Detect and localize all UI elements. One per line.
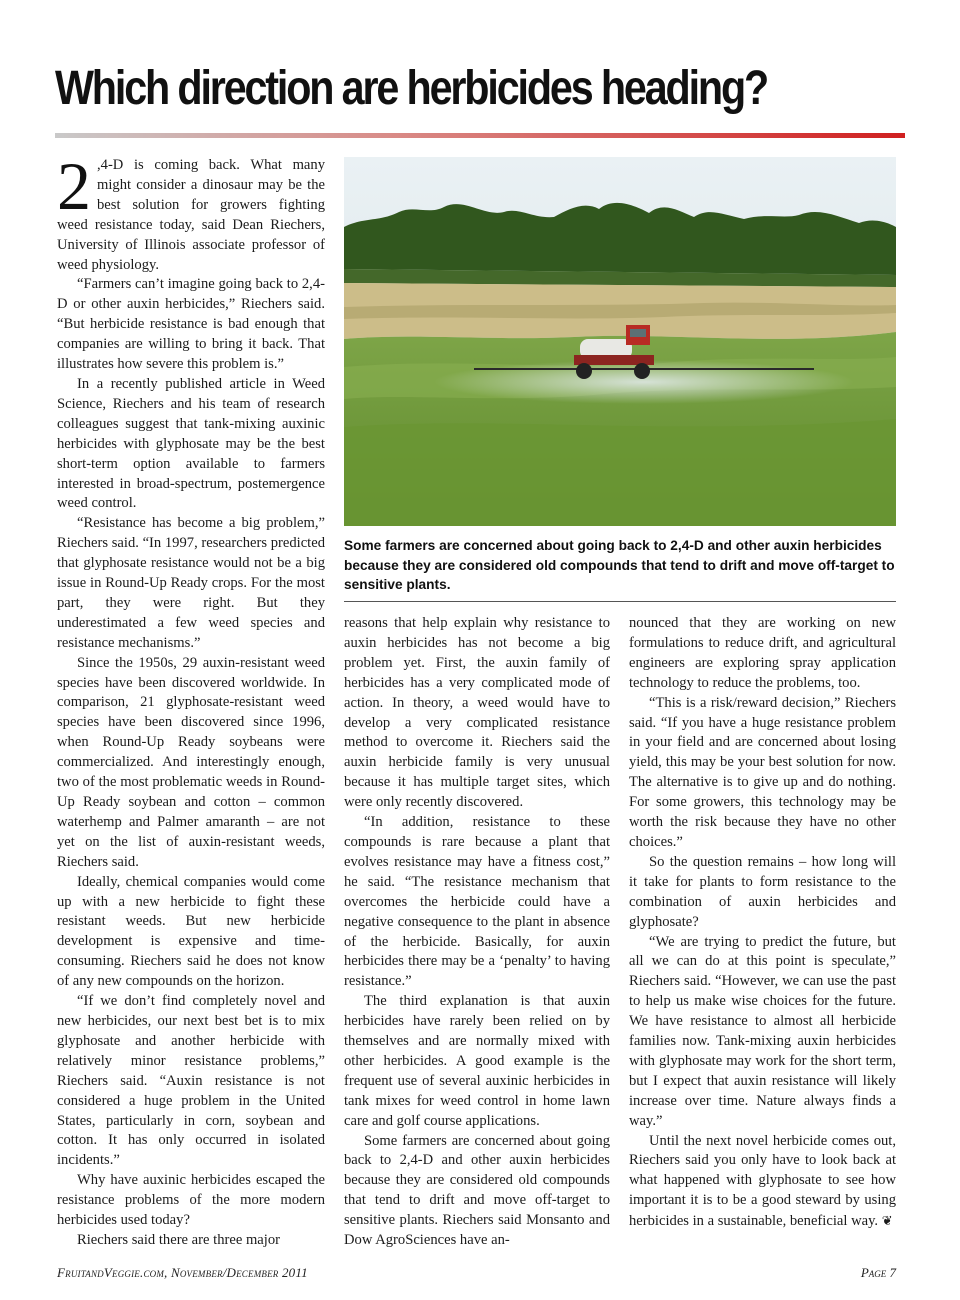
footer-publication: FruitandVeggie.com, November/December 2011 — [57, 1265, 308, 1280]
column-1 — [57, 148, 325, 1251]
end-mark-icon: ❦ — [881, 1213, 893, 1229]
photo-caption: Some farmers are concerned about going back to 2,4-D and other auxin herbicides because they are considered old compounds that tend to drift and move off-target to sensitive plants. — [344, 538, 895, 592]
footer-page-number: Page 7 — [860, 1265, 896, 1280]
paragraph — [57, 148, 325, 275]
photo-graphic — [344, 157, 896, 526]
sprayer-field-photo — [344, 157, 896, 526]
paragraph: “In addition, resistance to these compounds is rare because a plant that evolves resistance may have a fitness cost,” he said. “The resistance mechanism that overcomes the herbicide could have a negative consequence to the plant in absence of the herbicide. Basically, for auxin herbicides there may be a ‘penalty’ to having resistance.” — [344, 814, 610, 990]
paragraph: Some farmers are concerned about going back to 2,4-D and other auxin herbicides because they are considered old compounds that tend to drift and move off-target to sensitive plants. Riechers said Monsanto and Dow AgroSciences have an- — [344, 1132, 610, 1249]
drop-cap: 2 — [57, 148, 91, 224]
paragraph: “If we don’t find completely novel and new herbicides, our next best bet is to mix glyphosate and another herbicide with relatively minor resistance problems,” Riechers said. “Auxin resistance is not considered a huge problem in the United States, particularly in corn, soybean and cotton. It has only occurred in isolated incidents.” — [57, 993, 325, 1169]
headline-rule — [55, 133, 905, 138]
paragraph: In a recently published article in Weed Science, Riechers and his team of research colleagues suggest that tank-mixing auxinic herbicides with glyphosate may be the best short-term option available to farmers interested in broad-spectrum, postemergence weed control. — [57, 375, 325, 512]
paragraph: “We are trying to predict the future, but all we can do at this point is speculate,” Riechers said. “However, we can use the past to help us make wise choices for the future. We have resistance to almost all herbicide families now. Tank-mixing auxin herbicides with glyphosate may work for the short term, but I expect that auxin resistance will likely increase over time. Nature always finds a way.” — [629, 933, 896, 1129]
paragraph: nounced that they are working on new formulations to reduce drift, and agricultural engineers are exploring spray application technology to reduce the problems, too. — [629, 615, 896, 691]
paragraph: Since the 1950s, 29 auxin-resistant weed species have been discovered worldwide. In comparison, 21 glyphosate-resistant weed species have been discovered since 1996, when Round-Up Ready soybeans were commercialized. And interestingly enough, two of the most problematic weeds in Round-Up Ready soybean and cotton – common waterhemp and Palmer amaranth – are not yet on the list of auxin-resistant weeds, Riechers said. — [57, 654, 325, 870]
paragraph-text: ,4-D is coming back. What many might consider a dinosaur may be the best solution for growers fighting weed resistance today, said Dean Riechers, University of Illinois associate professor of weed physiology. — [57, 157, 325, 273]
paragraph-text: Until the next novel herbicide comes out, Riechers said you only have to look back at what happened with glyphosate to see how important it is to be a good steward by using herbicides in a sustainable, beneficial way. — [629, 1132, 896, 1230]
column-2 — [344, 614, 610, 1251]
caption-rule — [344, 601, 896, 602]
paragraph: So the question remains – how long will it take for plants to form resistance to the combination of auxin herbicides and glyphosate? — [629, 853, 896, 930]
paragraph: “This is a risk/reward decision,” Riechers said. “If you have a huge resistance problem in your field and are concerned about losing yield, this may be your best solution for now. The alternative is to give up and do nothing. For some growers, this technology may be worth the risk because they have no other choices.” — [629, 694, 896, 850]
paragraph: “Resistance has become a big problem,” Riechers said. “In 1997, researchers predicted that glyphosate resistance would not be a big issue in Round-Up Ready crops. For the most part, they were right. But they underestimated a few weed species and resistance mechanisms.” — [57, 515, 325, 651]
paragraph: Riechers said there are three major — [77, 1231, 280, 1248]
paragraph: “Farmers can’t imagine going back to 2,4-D or other auxin herbicides,” Riechers said. “But herbicide resistance is bad enough that companies are willing to bring it back. That illustrates how severe this problem is.” — [57, 276, 325, 373]
column-3 — [629, 614, 896, 1232]
headline: Which direction are herbicides heading? — [55, 62, 768, 115]
paragraph: Why have auxinic herbicides escaped the resistance problems of the more modern herbicides used today? — [57, 1172, 325, 1229]
paragraph: The third explanation is that auxin herbicides have rarely been relied on by themselves and are normally mixed with other herbicides. A good example is the frequent use of several auxinic herbicides in tank mixes for weed control in home lawn care and golf course applications. — [344, 993, 610, 1129]
paragraph: reasons that help explain why resistance to auxin herbicides has not become a big problem yet. First, the auxin family of herbicides has a very complicated mode of action. In theory, a weed would have to develop a very complicated resistance method to overcome it. Riechers said the auxin herbicide family is very unusual because it has multiple target sites, which were only recently discovered. — [344, 615, 610, 811]
paragraph: Ideally, chemical companies would come up with a new herbicide to fight these resistant weeds. But new herbicide development is expensive and time-consuming. Riechers said he does not know of any new compounds on the horizon. — [57, 873, 325, 990]
paragraph — [629, 1132, 896, 1233]
